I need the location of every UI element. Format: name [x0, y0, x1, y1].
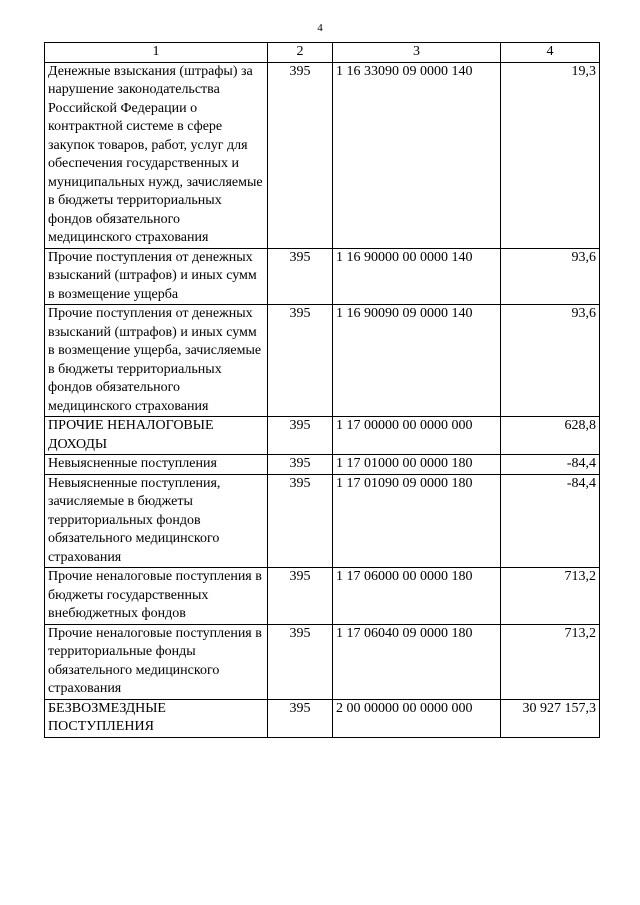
table-header-row	[45, 43, 600, 63]
row-kbk: 1 17 00000 00 0000 000	[333, 417, 501, 455]
table-row	[45, 248, 600, 305]
row-name: Прочие неналоговые поступления в бюджеты государственных внебюджетных фондов	[45, 568, 268, 625]
row-name: ПРОЧИЕ НЕНАЛОГОВЫЕ ДОХОДЫ	[45, 417, 268, 455]
row-admin-code: 395	[268, 474, 333, 568]
row-admin-code: 395	[268, 62, 333, 248]
row-amount: 713,2	[501, 624, 600, 699]
row-admin-code: 395	[268, 624, 333, 699]
row-admin-code: 395	[268, 699, 333, 737]
row-amount: 628,8	[501, 417, 600, 455]
column-header-amount: 4	[501, 43, 600, 63]
table-row	[45, 568, 600, 625]
row-kbk: 1 16 90090 09 0000 140	[333, 305, 501, 417]
row-admin-code: 395	[268, 417, 333, 455]
row-admin-code: 395	[268, 568, 333, 625]
column-header-kbk: 3	[333, 43, 501, 63]
row-kbk: 1 17 01000 00 0000 180	[333, 455, 501, 475]
row-name: Денежные взыскания (штрафы) за нарушение законодательства Российской Федерации о контрактной системе в сфере закупок товаров, работ, услуг для обеспечения государственных и муниципальных нужд, зачисляемые в бюджеты территориальных фондов обязательного медицинского страхования	[45, 62, 268, 248]
row-amount: -84,4	[501, 474, 600, 568]
row-kbk: 1 16 33090 09 0000 140	[333, 62, 501, 248]
row-amount: 30 927 157,3	[501, 699, 600, 737]
row-kbk: 1 17 01090 09 0000 180	[333, 474, 501, 568]
row-amount: 93,6	[501, 248, 600, 305]
row-admin-code: 395	[268, 455, 333, 475]
row-amount: -84,4	[501, 455, 600, 475]
row-kbk: 1 17 06000 00 0000 180	[333, 568, 501, 625]
row-kbk: 2 00 00000 00 0000 000	[333, 699, 501, 737]
table-row	[45, 455, 600, 475]
row-name: Невыясненные поступления	[45, 455, 268, 475]
row-amount: 93,6	[501, 305, 600, 417]
row-name: Прочие поступления от денежных взысканий (штрафов) и иных сумм в возмещение ущерба, зачисляемые в бюджеты территориальных фондов обязательного медицинского страхования	[45, 305, 268, 417]
table-row	[45, 62, 600, 248]
table-row	[45, 624, 600, 699]
row-admin-code: 395	[268, 248, 333, 305]
table-row	[45, 474, 600, 568]
table-row	[45, 305, 600, 417]
row-amount: 713,2	[501, 568, 600, 625]
row-kbk: 1 16 90000 00 0000 140	[333, 248, 501, 305]
row-admin-code: 395	[268, 305, 333, 417]
row-name: БЕЗВОЗМЕЗДНЫЕ ПОСТУПЛЕНИЯ	[45, 699, 268, 737]
column-header-code: 2	[268, 43, 333, 63]
table-row	[45, 417, 600, 455]
revenue-table	[44, 42, 600, 738]
column-header-name: 1	[45, 43, 268, 63]
table-row	[45, 699, 600, 737]
row-kbk: 1 17 06040 09 0000 180	[333, 624, 501, 699]
row-name: Невыясненные поступления, зачисляемые в бюджеты территориальных фондов обязательного медицинского страхования	[45, 474, 268, 568]
row-amount: 19,3	[501, 62, 600, 248]
row-name: Прочие поступления от денежных взысканий (штрафов) и иных сумм в возмещение ущерба	[45, 248, 268, 305]
page-number: 4	[317, 22, 323, 34]
row-name: Прочие неналоговые поступления в территориальные фонды обязательного медицинского страхования	[45, 624, 268, 699]
